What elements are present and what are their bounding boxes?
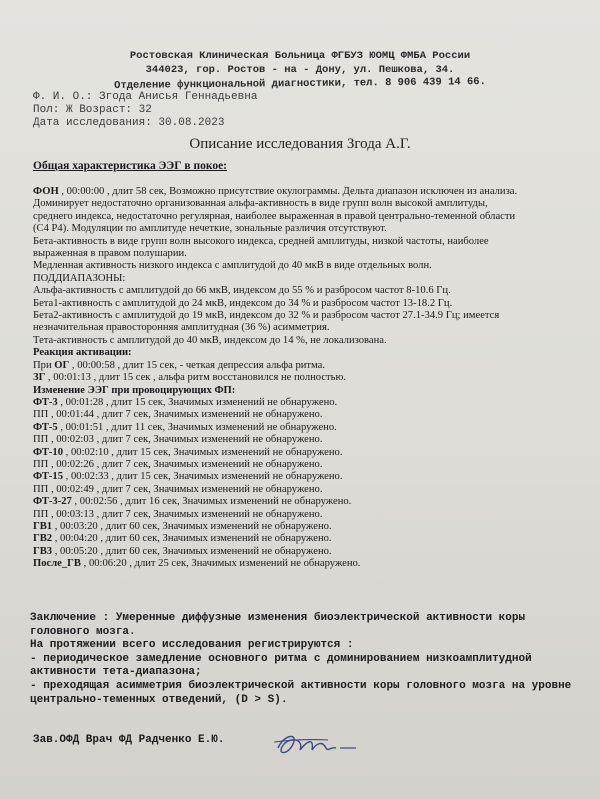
provocation-code: ГВ3: [33, 545, 53, 557]
conclusion-line: активности тета-диапазона;: [30, 666, 202, 679]
background-section: [33, 186, 588, 571]
activation-item: [33, 372, 588, 384]
patient-name: Ф. И. О.: Згода Анисья Геннадьевна: [33, 91, 258, 103]
conclusion-line: Заключение : Умеренные диффузные изменения биоэлектрической активности коры: [30, 612, 526, 624]
provocation-code: ПП: [33, 483, 49, 495]
provocation-code: ПП: [33, 434, 49, 446]
provocation-text: , 00:05:20 , длит 60 сек, Значимых изменений не обнаружено.: [52, 545, 332, 557]
provocation-item: [33, 447, 588, 459]
background-line: среднего индекса, недостаточно регулярная, наиболее выраженная в правой центрально-теменной области: [33, 210, 516, 222]
provocation-item: [33, 397, 588, 409]
general-heading: Общая характеристика ЭЭГ в покое:: [33, 160, 228, 172]
provocation-code: ПП: [33, 508, 49, 520]
background-line: выраженная в правом полушарии.: [33, 248, 187, 260]
conclusion-line: головного мозга.: [30, 625, 136, 638]
activation-heading: Реакция активации:: [33, 347, 132, 359]
activation-prefix: При: [33, 359, 55, 371]
background-lead-line: [33, 186, 588, 198]
provocation-code: ФТ-15: [33, 471, 64, 483]
provocation-item: [33, 434, 588, 446]
provocation-list: [33, 397, 588, 571]
background-lead: , 00:00:00 , длит 58 сек, Возможно присутствие окулограммы. Дельта диапазон исключен из анализа.: [58, 186, 518, 197]
ranges-line: незначительная правосторонняя амплитудная (36 %) асимметрия.: [33, 322, 330, 334]
provocation-text: , 00:02:56 , длит 16 сек, Значимых изменений не обнаружено.: [71, 496, 352, 508]
provocation-item: [33, 471, 588, 483]
ranges-line: Альфа-активность с амплитудой до 66 мкВ, индексом до 55 % и разбросом частот 8-10.6 Гц.: [33, 285, 451, 297]
activation-code: ОГ: [54, 359, 70, 371]
patient-sex-age: Пол: Ж Возраст: 32: [33, 104, 152, 116]
conclusion-section: [30, 612, 590, 707]
provocation-item: [33, 521, 588, 533]
activation-text: , 00:00:58 , длит 15 сек, - четкая депрессия альфа ритма.: [69, 359, 326, 371]
header-address: 344023, гор. Ростов - на - Дону, ул. Пешкова, 34.: [145, 64, 455, 76]
background-line: Медленная активность низкого индекса с амплитудой до 40 мкВ в виде отдельных волн.: [33, 260, 432, 272]
conclusion-line: - периодическое замедление основного ритма с доминированием низкоамплитудной: [30, 652, 532, 665]
provocation-text: , 00:06:20 , длит 25 сек, Значимых изменений не обнаружено.: [81, 558, 361, 570]
conclusion-line: - преходящая асимметрия биоэлектрической активности коры головного мозга на уровне: [30, 679, 572, 692]
conclusion-line: На протяжении всего исследования регистрируются :: [30, 639, 354, 652]
provocation-heading: Изменение ЭЭГ при провоцирующих ФП:: [33, 384, 236, 396]
header-department: Отделение функциональной диагностики, тел. 8 906 439 14 66.: [114, 76, 486, 92]
ranges-line: Бета1-активность с амплитудой до 24 мкВ, индексом до 34 % и разбросом частот 13-18.2 Гц.: [33, 297, 453, 309]
provocation-text: , 00:03:20 , длит 60 сек, Значимых изменений не обнаружено.: [52, 520, 332, 532]
provocation-code: ГВ1: [33, 520, 53, 532]
provocation-item: [33, 409, 588, 421]
provocation-code: ПП: [33, 409, 49, 421]
handwritten-signature: [270, 726, 380, 766]
background-label: ФОН: [33, 186, 59, 197]
provocation-text: , 00:01:51 , длит 11 сек, Значимых изменений не обнаружено.: [57, 421, 337, 433]
provocation-text: , 00:02:26 , длит 7 сек, Значимых изменений не обнаружено.: [48, 458, 323, 470]
provocation-code: После_ГВ: [33, 558, 81, 570]
provocation-text: , 00:01:28 , длит 15 сек, Значимых изменений не обнаружено.: [57, 396, 338, 408]
page-title: Описание исследования Згода А.Г.: [189, 136, 411, 152]
provocation-text: , 00:02:10 , длит 15 сек, Значимых изменений не обнаружено.: [63, 446, 343, 458]
activation-code: ЗГ: [33, 372, 46, 384]
provocation-code: ГВ2: [33, 533, 53, 545]
provocation-text: , 00:04:20 , длит 60 сек, Значимых изменений не обнаружено.: [52, 533, 332, 545]
activation-item: [33, 360, 588, 372]
provocation-text: , 00:02:33 , длит 15 сек, Значимых изменений не обнаружено.: [63, 471, 343, 483]
provocation-code: ПП: [33, 458, 49, 470]
provocation-item: [33, 496, 588, 508]
provocation-item: [33, 484, 588, 496]
signature-line: Зав.ОФД Врач ФД Радченко Е.Ю.: [33, 734, 225, 746]
header-institution: Ростовская Клиническая Больница ФГБУЗ ЮОМЦ ФМБА России: [129, 50, 471, 62]
conclusion-line: центрально-теменных отведений, (D > S).: [30, 693, 288, 706]
provocation-text: , 00:01:44 , длит 7 сек, Значимых изменений не обнаружено.: [48, 409, 323, 421]
provocation-text: , 00:02:03 , длит 7 сек, Значимых изменений не обнаружено.: [48, 434, 323, 446]
provocation-item: [33, 422, 588, 434]
provocation-code: ФТ-3-27: [33, 496, 72, 508]
ranges-heading: ПОДДИАПАЗОНЫ:: [33, 272, 126, 284]
provocation-code: ФТ-3: [33, 396, 58, 408]
exam-date: Дата исследования: 30.08.2023: [33, 117, 225, 129]
background-line: (С4 Р4). Модуляции по амплитуде нечеткие, зональные различия отсутствуют.: [33, 223, 387, 235]
activation-text: , 00:01:13 , длит 15 сек , альфа ритм восстановился не полностью.: [45, 372, 347, 384]
provocation-text: , 00:03:13 , длит 7 сек, Значимых изменений не обнаружено.: [48, 508, 323, 520]
provocation-item: [33, 546, 588, 558]
background-line: Доминирует недостаточно организованная альфа-активность в виде групп волн высокой амплитуды,: [33, 198, 488, 210]
provocation-item: [33, 509, 588, 521]
ranges-line: Бета2-активность с амплитудой до 19 мкВ, индексом до 32 % и разбросом частот 27.1-34.9 Гц; имеется: [33, 310, 500, 322]
provocation-item: [33, 459, 588, 471]
provocation-code: ФТ-5: [33, 421, 58, 433]
provocation-item: [33, 533, 588, 545]
provocation-code: ФТ-10: [33, 446, 64, 458]
ranges-line: Тета-активность с амплитудой до 40 мкВ, индексом до 14 %, не локализована.: [33, 334, 387, 346]
provocation-text: , 00:02:49 , длит 7 сек, Значимых изменений не обнаружено.: [48, 483, 323, 495]
background-line: Бета-активность в виде групп волн высокого индекса, средней амплитуды, низкой частоты, наиболее: [33, 235, 489, 247]
provocation-item: [33, 558, 588, 570]
